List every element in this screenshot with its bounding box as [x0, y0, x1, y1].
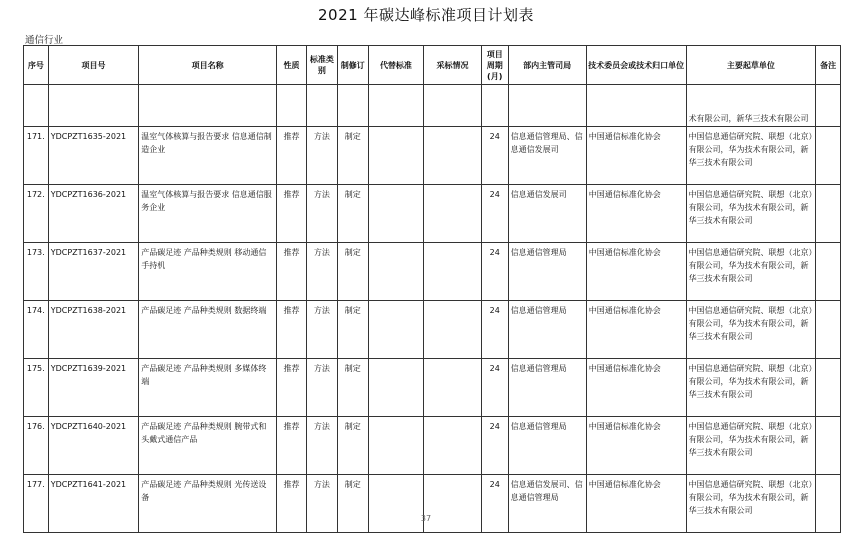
cell-drafters: 中国信息通信研究院、联想（北京）有限公司，华为技术有限公司，新华三技术有限公司: [686, 359, 816, 417]
cell-seq: 173.: [24, 243, 49, 301]
header-code: 项目号: [48, 46, 139, 85]
cell-seq: 175.: [24, 359, 49, 417]
table-row: [24, 127, 841, 185]
page-number: 37: [420, 514, 432, 523]
cell-nature: 推荐: [277, 475, 307, 533]
cell-name: 产品碳足迹 产品种类规则 腕带式和头戴式通信产品: [139, 417, 277, 475]
cell-remarks: [816, 185, 841, 243]
cell-category: 方法: [306, 185, 337, 243]
table-row: [24, 243, 841, 301]
cell-drafters: 中国信息通信研究院、联想（北京）有限公司，华为技术有限公司，新华三技术有限公司: [686, 417, 816, 475]
cell-revision: 制定: [337, 301, 368, 359]
header-seq: 序号: [24, 46, 49, 85]
cell-drafters: 中国信息通信研究院、联想（北京）有限公司，华为技术有限公司，新华三技术有限公司: [686, 127, 816, 185]
header-committee: 技术委员会或技术归口单位: [586, 46, 686, 85]
cell-authority: 信息通信管理局: [508, 301, 586, 359]
header-revision: 制修订: [337, 46, 368, 85]
cell-cycle: 24: [481, 359, 508, 417]
table-row-continued: [24, 85, 841, 127]
cell-drafters: 中国信息通信研究院、联想（北京）有限公司，华为技术有限公司，新华三技术有限公司: [686, 301, 816, 359]
table-row: [24, 417, 841, 475]
header-drafters: 主要起草单位: [686, 46, 816, 85]
cell-name: 产品碳足迹 产品种类规则 移动通信手持机: [139, 243, 277, 301]
cell-committee: 中国通信标准化协会: [586, 475, 686, 533]
cell-name: 温室气体核算与报告要求 信息通信服务企业: [139, 185, 277, 243]
cell-adopts: [424, 359, 482, 417]
cell-nature: 推荐: [277, 417, 307, 475]
cell-code: YDCPZT1638-2021: [48, 301, 139, 359]
cell-name: 产品碳足迹 产品种类规则 光传送设备: [139, 475, 277, 533]
cell-replaces: [368, 185, 424, 243]
cell-name: 产品碳足迹 产品种类规则 多媒体终端: [139, 359, 277, 417]
cell-authority: 信息通信管理局: [508, 417, 586, 475]
cell-committee: 中国通信标准化协会: [586, 417, 686, 475]
cell-cycle: 24: [481, 185, 508, 243]
cell-cycle: 24: [481, 301, 508, 359]
cell-code: YDCPZT1637-2021: [48, 243, 139, 301]
cell-seq: 176.: [24, 417, 49, 475]
cell-remarks: [816, 301, 841, 359]
cell-cycle: 24: [481, 417, 508, 475]
cell-nature: 推荐: [277, 359, 307, 417]
cell-cycle: 24: [481, 475, 508, 533]
cell-drafters: 中国信息通信研究院、联想（北京）有限公司，华为技术有限公司，新华三技术有限公司: [686, 243, 816, 301]
cell-code: YDCPZT1640-2021: [48, 417, 139, 475]
cell-category: 方法: [306, 417, 337, 475]
cell-revision: 制定: [337, 359, 368, 417]
header-cycle: 项目周期(月): [481, 46, 508, 85]
cell-revision: 制定: [337, 185, 368, 243]
cell-cycle: 24: [481, 243, 508, 301]
table-row: [24, 359, 841, 417]
cell-replaces: [368, 359, 424, 417]
cell-drafters: 中国信息通信研究院、联想（北京）有限公司，华为技术有限公司，新华三技术有限公司: [686, 185, 816, 243]
cell-nature: 推荐: [277, 127, 307, 185]
cell-adopts: [424, 417, 482, 475]
header-name: 项目名称: [139, 46, 277, 85]
cell-committee: 中国通信标准化协会: [586, 359, 686, 417]
cell-authority: 信息通信发展司: [508, 185, 586, 243]
section-label: 通信行业: [25, 35, 64, 46]
cell-authority: 信息通信管理局: [508, 359, 586, 417]
cell-replaces: [368, 243, 424, 301]
cell-category: 方法: [306, 301, 337, 359]
cell-drafters: 中国信息通信研究院、联想（北京）有限公司，华为技术有限公司，新华三技术有限公司: [686, 475, 816, 533]
cell-remarks: [816, 243, 841, 301]
cell-remarks: [816, 127, 841, 185]
cell-code: YDCPZT1636-2021: [48, 185, 139, 243]
cell-revision: 制定: [337, 417, 368, 475]
cell-name: 温室气体核算与报告要求 信息通信制造企业: [139, 127, 277, 185]
cell-category: 方法: [306, 475, 337, 533]
cell-category: 方法: [306, 359, 337, 417]
cell-committee: 中国通信标准化协会: [586, 243, 686, 301]
header-replaces: 代替标准: [368, 46, 424, 85]
cell-code: YDCPZT1639-2021: [48, 359, 139, 417]
table-row: [24, 185, 841, 243]
cell-remarks: [816, 417, 841, 475]
cell-remarks: [816, 359, 841, 417]
cell-committee: 中国通信标准化协会: [586, 301, 686, 359]
cell-code: YDCPZT1641-2021: [48, 475, 139, 533]
cell-cycle: 24: [481, 127, 508, 185]
cell-authority: 信息通信发展司、信息通信管理局: [508, 475, 586, 533]
cell-committee: 中国通信标准化协会: [586, 127, 686, 185]
cell-name: 产品碳足迹 产品种类规则 数据终端: [139, 301, 277, 359]
cell-adopts: [424, 301, 482, 359]
cell-nature: 推荐: [277, 185, 307, 243]
table-header-row: [24, 46, 841, 85]
header-authority: 部内主管司局: [508, 46, 586, 85]
header-remarks: 备注: [816, 46, 841, 85]
header-nature: 性质: [277, 46, 307, 85]
cell-drafters: 术有限公司，新华三技术有限公司: [686, 85, 816, 127]
cell-authority: 信息通信管理局、信息通信发展司: [508, 127, 586, 185]
cell-revision: 制定: [337, 127, 368, 185]
cell-replaces: [368, 127, 424, 185]
cell-revision: 制定: [337, 243, 368, 301]
cell-authority: 信息通信管理局: [508, 243, 586, 301]
cell-adopts: [424, 243, 482, 301]
table-row: [24, 301, 841, 359]
cell-seq: 174.: [24, 301, 49, 359]
cell-category: 方法: [306, 127, 337, 185]
cell-committee: 中国通信标准化协会: [586, 185, 686, 243]
header-category: 标准类别: [306, 46, 337, 85]
cell-nature: 推荐: [277, 301, 307, 359]
cell-seq: 172.: [24, 185, 49, 243]
cell-seq: 177.: [24, 475, 49, 533]
cell-category: 方法: [306, 243, 337, 301]
cell-code: YDCPZT1635-2021: [48, 127, 139, 185]
document-title: 2021 年碳达峰标准项目计划表: [318, 6, 534, 24]
header-adopts: 采标情况: [424, 46, 482, 85]
cell-replaces: [368, 417, 424, 475]
cell-nature: 推荐: [277, 243, 307, 301]
cell-revision: 制定: [337, 475, 368, 533]
standards-plan-table: [23, 45, 841, 533]
cell-replaces: [368, 301, 424, 359]
cell-adopts: [424, 127, 482, 185]
cell-seq: 171.: [24, 127, 49, 185]
cell-adopts: [424, 185, 482, 243]
